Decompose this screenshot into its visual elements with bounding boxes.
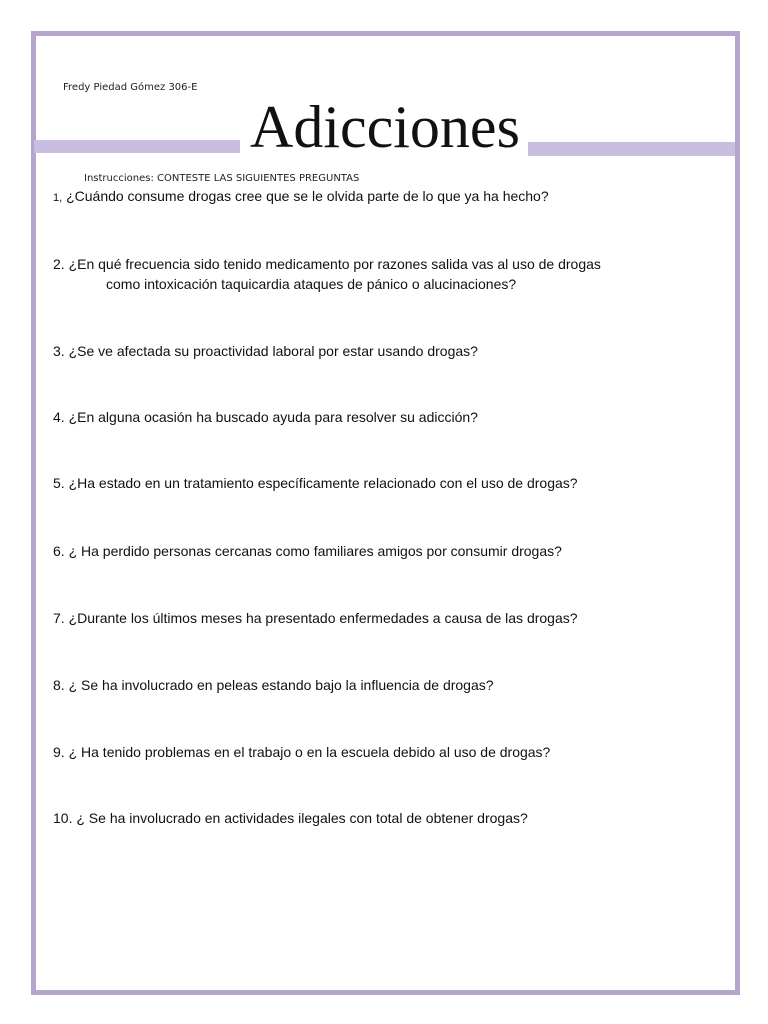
question-number: 9.	[53, 744, 65, 760]
question-number: 4.	[53, 409, 65, 425]
document-title: Adicciones	[250, 94, 520, 160]
title-bar-left	[34, 140, 240, 153]
question-2	[53, 254, 601, 294]
question-text: ¿Durante los últimos meses ha presentado enfermedades a causa de las drogas?	[68, 610, 578, 626]
author-name: Fredy Piedad Gómez 306-E	[63, 82, 198, 93]
title-bar-right	[528, 142, 735, 156]
question-7	[53, 608, 578, 628]
question-number: 10.	[53, 810, 73, 826]
question-9	[53, 742, 550, 762]
question-text: ¿En qué frecuencia sido tenido medicamento por razones salida vas al uso de drogas	[68, 256, 601, 272]
question-text: ¿En alguna ocasión ha buscado ayuda para resolver su adicción?	[68, 409, 478, 425]
question-3	[53, 341, 478, 361]
question-number: 5.	[53, 475, 65, 491]
question-text: ¿Cuándo consume drogas cree que se le olvida parte de lo que ya ha hecho?	[66, 188, 549, 204]
question-number: 6.	[53, 543, 65, 559]
question-1	[53, 186, 549, 208]
question-number: 8.	[53, 677, 65, 693]
question-number: 3.	[53, 343, 65, 359]
question-5	[53, 473, 578, 493]
question-text: ¿ Se ha involucrado en peleas estando bajo la influencia de drogas?	[68, 677, 494, 693]
question-number: 2.	[53, 256, 65, 272]
question-text: ¿ Se ha involucrado en actividades ilegales con total de obtener drogas?	[76, 810, 528, 826]
question-8	[53, 675, 494, 695]
question-number: 1,	[53, 192, 63, 204]
instructions: Instrucciones: CONTESTE LAS SIGUIENTES PREGUNTAS	[84, 173, 360, 184]
question-text: ¿Ha estado en un tratamiento específicamente relacionado con el uso de drogas?	[68, 475, 578, 491]
question-6	[53, 541, 562, 561]
question-text-continuation: como intoxicación taquicardia ataques de pánico o alucinaciones?	[106, 276, 517, 292]
question-10	[53, 808, 528, 828]
question-text: ¿Se ve afectada su proactividad laboral por estar usando drogas?	[68, 343, 478, 359]
question-number: 7.	[53, 610, 65, 626]
question-text: ¿ Ha tenido problemas en el trabajo o en la escuela debido al uso de drogas?	[68, 744, 551, 760]
question-4	[53, 407, 478, 427]
question-text: ¿ Ha perdido personas cercanas como familiares amigos por consumir drogas?	[68, 543, 562, 559]
